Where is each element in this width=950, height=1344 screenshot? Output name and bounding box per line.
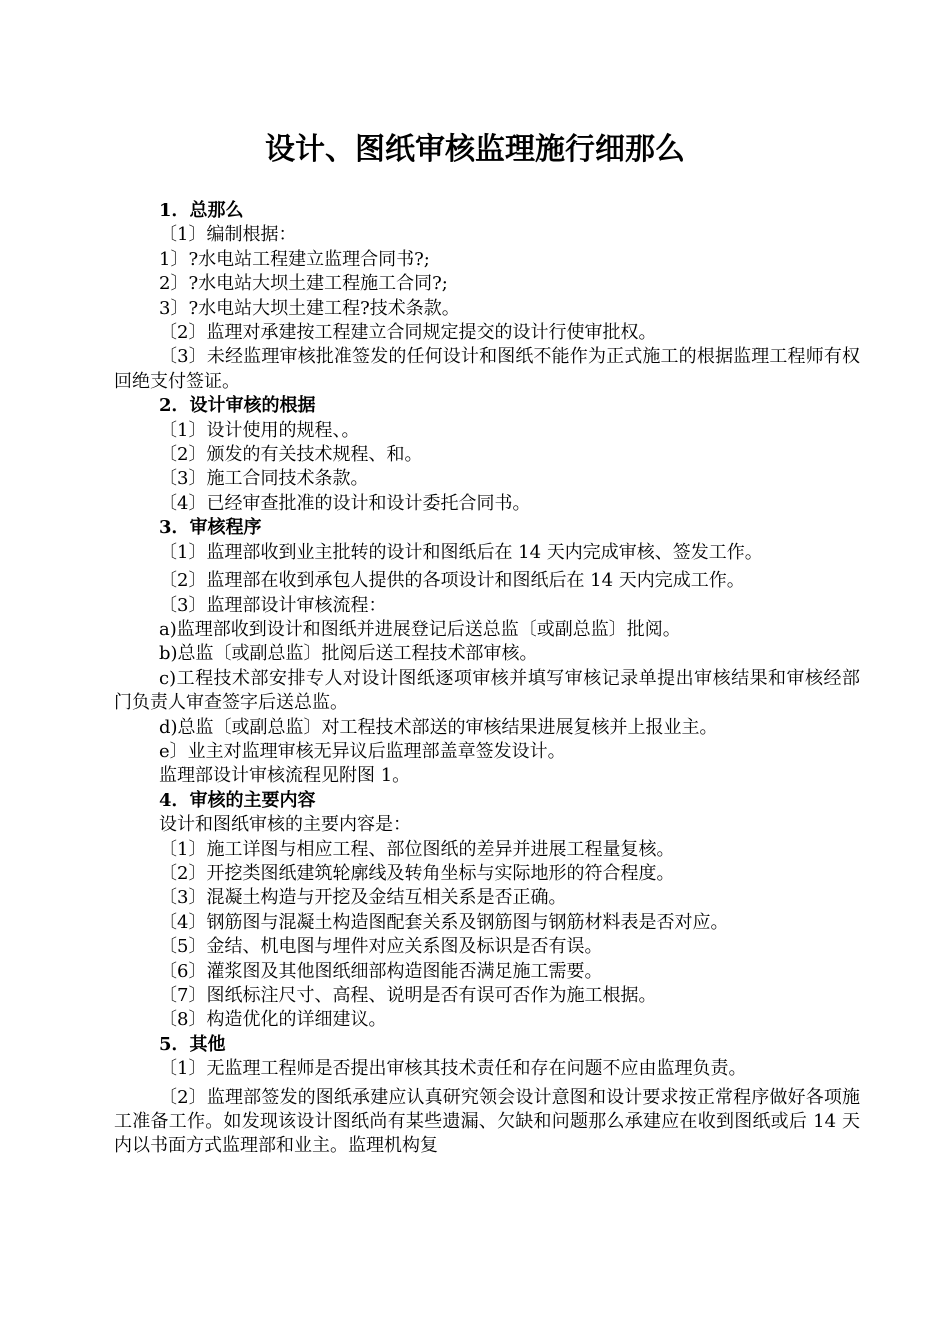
section-heading: 1．总那么 [159,200,244,221]
text-line: 监理部设计审核流程见附图 1。 [159,765,411,787]
section-heading: 4．审核的主要内容 [159,789,316,811]
text-line: 〔2〕颁发的有关技术规程、和。 [159,444,423,466]
text-line: 〔3〕混凝土构造与开挖及金结互相关系是否正确。 [159,887,567,909]
text-line: 〔7〕图纸标注尺寸、高程、说明是否有误可否作为施工根据。 [159,985,657,1006]
text-line: 〔8〕构造优化的详细建议。 [159,1009,387,1031]
text-paragraph: 〔1〕无监理工程师是否提出审核其技术责任和存在问题不应由监理负责。 [159,1058,747,1080]
text-line: 〔2〕开挖类图纸建筑轮廓线及转角坐标与实际地形的符合程度。 [159,862,675,884]
text-line: e〕业主对监理审核无异议后监理部盖章签发设计。 [159,740,566,762]
text-line: 〔6〕灌浆图及其他图纸细部构造图能否满足施工需要。 [159,960,603,982]
text-paragraph: 〔2〕监理部签发的图纸承建应认真研究领会设计意图和设计要求按正常程序做好各项施工准备工作。如发现该设计图纸尚有某些遗漏、欠缺和问题那么承建应在收到图纸或后 14 天内以书面方式监理部和业主。监理机构复 [114,1086,860,1157]
document-title: 设计、图纸审核监理施行细那么 [265,132,685,167]
section-heading: 2．设计审核的根据 [159,395,316,417]
text-line: d)总监〔或副总监〕对工程技术部送的审核结果进展复核并上报业主。 [159,716,718,738]
text-line: 〔1〕设计使用的规程、。 [159,419,360,441]
text-line: 2〕?水电站大坝土建工程施工合同?; [159,273,448,295]
text-line: 〔3〕施工合同技术条款。 [159,468,369,490]
text-line: 1〕?水电站工程建立监理合同书?; [159,248,430,270]
text-line: 〔4〕已经审查批准的设计和设计委托合同书。 [159,492,531,514]
text-line: 〔5〕金结、机电图与埋件对应关系图及标识是否有误。 [159,936,603,958]
text-line: 〔1〕施工详图与相应工程、部位图纸的差异并进展工程量复核。 [159,838,675,860]
text-line: 设计和图纸审核的主要内容是： [159,814,411,836]
text-line: 〔3〕监理部设计审核流程： [159,594,387,616]
section-heading: 3．审核程序 [159,517,262,539]
text-paragraph: 〔1〕监理部收到业主批转的设计和图纸后在 14 天内完成审核、签发工作。 [159,541,763,563]
text-line: 3〕?水电站大坝土建工程?技术条款。 [159,297,460,319]
text-line: a)监理部收到设计和图纸并进展登记后送总监〔或副总监〕批阅。 [159,618,681,640]
text-paragraph: 〔3〕未经监理审核批准签发的任何设计和图纸不能作为正式施工的根据监理工程师有权回绝支付签证。 [114,346,860,392]
section-heading: 5．其他 [159,1033,226,1055]
text-line: 〔1〕编制根据： [159,224,297,246]
text-line: 〔4〕钢筋图与混凝土构造图配套关系及钢筋图与钢筋材料表是否对应。 [159,911,729,933]
text-line: b)总监〔或副总监〕批阅后送工程技术部审核。 [159,643,538,665]
document-body [114,199,860,1159]
text-paragraph: c)工程技术部安排专人对设计图纸逐项审核并填写审核记录单提出审核结果和审核经部门负责人审查签字后送总监。 [114,667,860,714]
text-line: 〔2〕监理对承建按工程建立合同规定提交的设计行使审批权。 [159,322,657,344]
text-line: 〔2〕监理部在收到承包人提供的各项设计和图纸后在 14 天内完成工作。 [159,570,745,592]
